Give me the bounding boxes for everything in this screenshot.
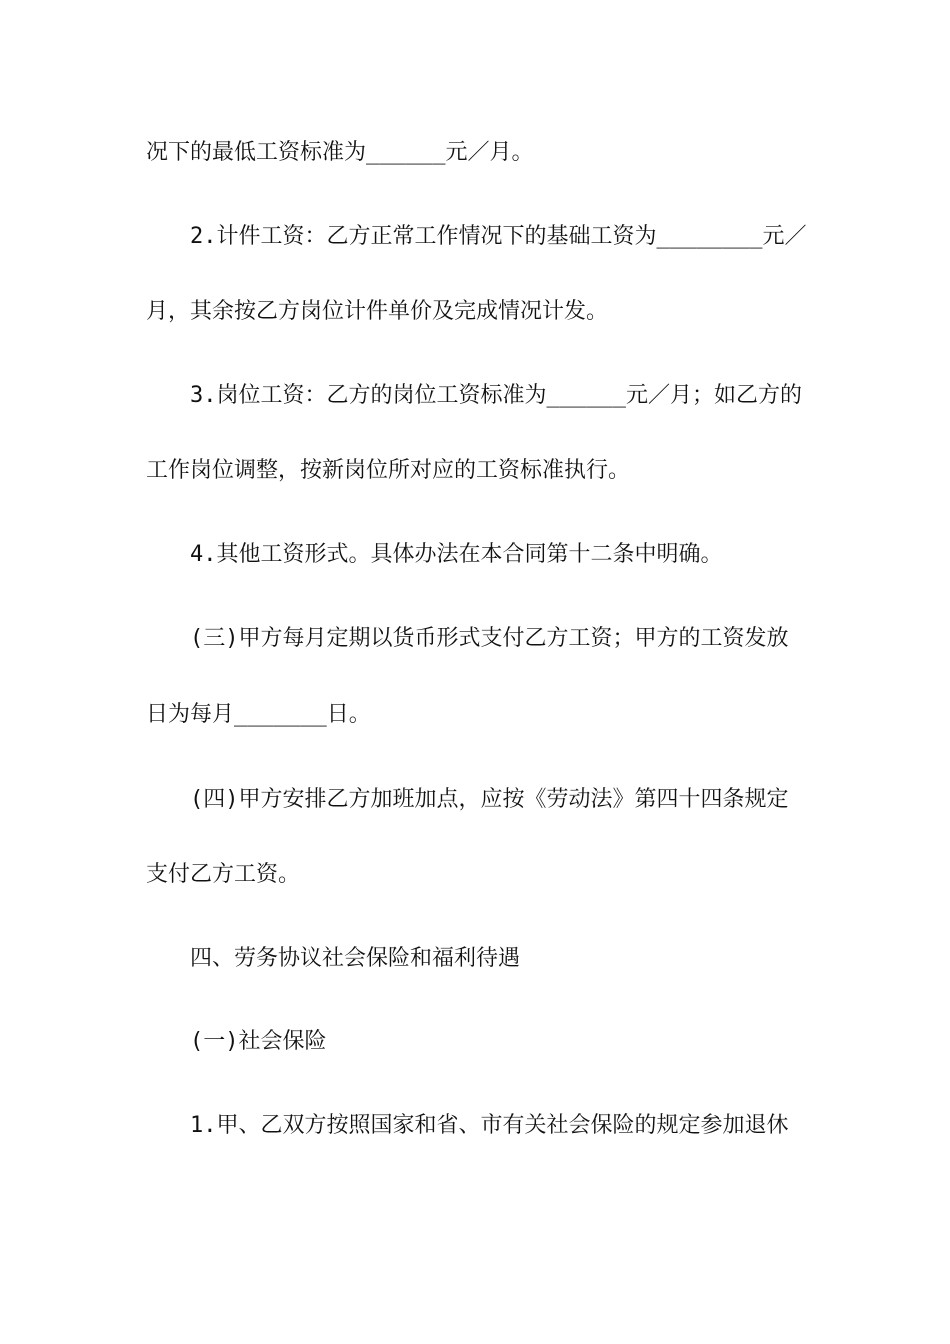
text-line-2: 2.计件工资：乙方正常工作情况下的基础工资为________元／ bbox=[190, 224, 807, 249]
text-line-6: 4.其他工资形式。具体办法在本合同第十二条中明确。 bbox=[190, 542, 723, 567]
text-line-5: 工作岗位调整，按新岗位所对应的工资标准执行。 bbox=[146, 458, 631, 483]
text-line-4: 3.岗位工资：乙方的岗位工资标准为______元／月；如乙方的 bbox=[190, 383, 802, 408]
text-line-13: 1.甲、乙双方按照国家和省、市有关社会保险的规定参加退休 bbox=[190, 1113, 789, 1138]
text-line-12: (一)社会保险 bbox=[190, 1029, 327, 1054]
text-line-1: 况下的最低工资标准为______元／月。 bbox=[146, 140, 534, 165]
text-line-7: (三)甲方每月定期以货币形式支付乙方工资；甲方的工资发放 bbox=[190, 626, 789, 651]
text-line-9: (四)甲方安排乙方加班加点，应按《劳动法》第四十四条规定 bbox=[190, 787, 789, 812]
text-line-3: 月，其余按乙方岗位计件单价及完成情况计发。 bbox=[146, 299, 609, 324]
text-line-10: 支付乙方工资。 bbox=[146, 862, 301, 887]
text-line-11: 四、劳务协议社会保险和福利待遇 bbox=[190, 946, 521, 971]
text-line-8: 日为每月_______日。 bbox=[146, 702, 371, 727]
